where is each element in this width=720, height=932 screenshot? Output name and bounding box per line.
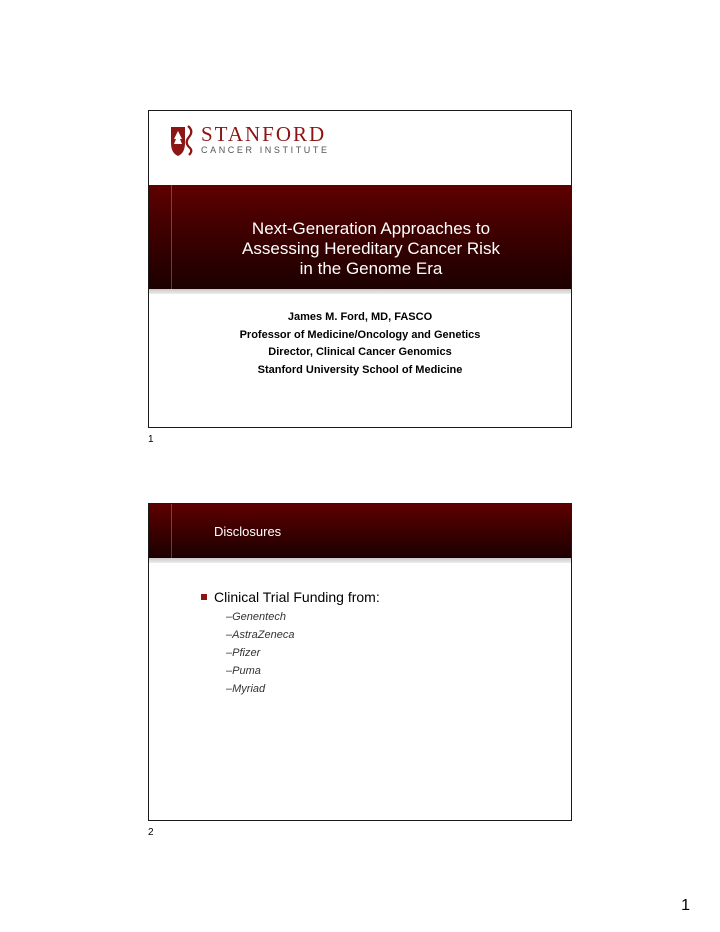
title-line: Next-Generation Approaches to (251, 219, 491, 238)
sub-item: –Myriad (226, 683, 266, 695)
sub-item: –AstraZeneca (226, 629, 295, 641)
title-band (149, 185, 571, 289)
title-line: Assessing Hereditary Cancer Risk (242, 239, 500, 258)
sub-item: –Pfizer (226, 647, 261, 659)
presenter-affiliation: Stanford University School of Medicine (257, 363, 463, 376)
sub-item: –Puma (226, 665, 261, 677)
stanford-logo (169, 123, 369, 157)
heading-band (149, 504, 571, 558)
band-divider (149, 558, 571, 563)
bullet-item (201, 589, 380, 605)
square-bullet-icon (201, 594, 207, 600)
slide-1 (148, 110, 572, 428)
slide-heading: Disclosures (214, 524, 282, 539)
stanford-tree-icon (169, 123, 197, 157)
logo-name: STANFORD (201, 122, 327, 146)
presenter-role: Director, Clinical Cancer Genomics (268, 346, 452, 358)
slide-title (171, 219, 571, 279)
logo-subtitle: CANCER INSTITUTE (201, 145, 330, 155)
slide-2 (148, 503, 572, 821)
band-divider (149, 289, 571, 294)
presenter-role: Professor of Medicine/Oncology and Genetics (239, 328, 481, 341)
presenter-name: James M. Ford, MD, FASCO (287, 311, 433, 323)
sub-list (226, 608, 294, 698)
bullet-text: Clinical Trial Funding from: (214, 589, 380, 605)
title-line: in the Genome Era (299, 259, 443, 278)
sub-item: –Genentech (226, 611, 286, 623)
slide-number: 1 (148, 434, 154, 445)
presenter-info (149, 309, 571, 379)
page-number: 1 (681, 897, 690, 914)
slide-number: 2 (148, 827, 154, 838)
